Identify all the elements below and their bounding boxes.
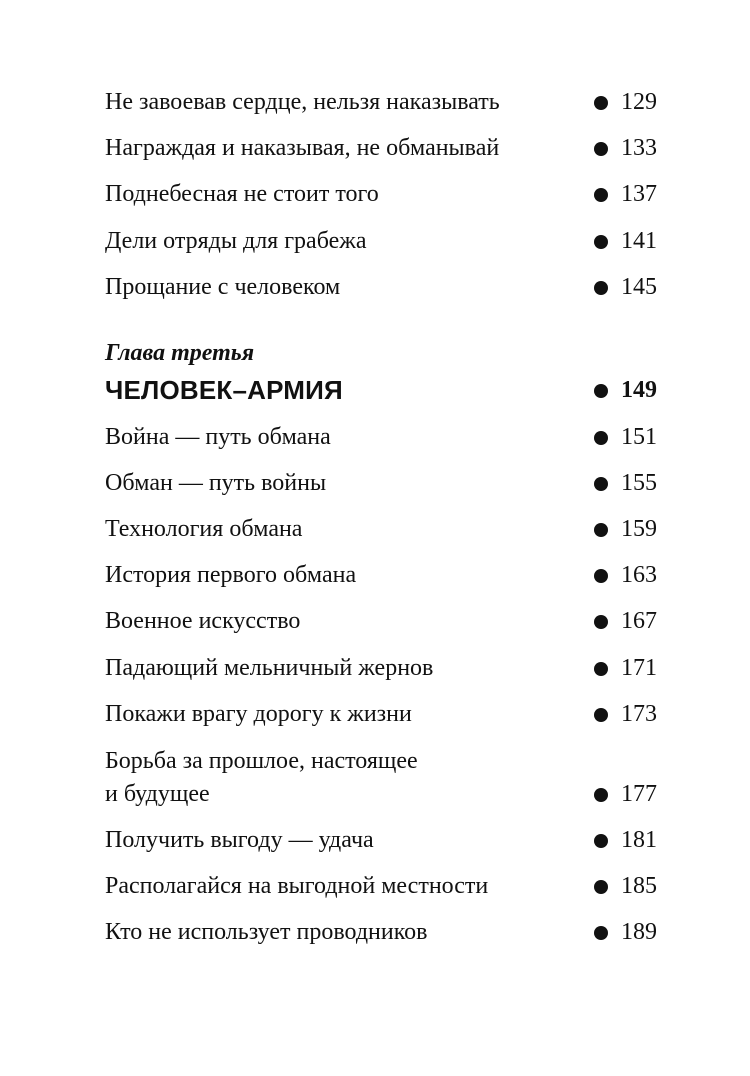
toc-entry-page: 185 — [621, 873, 657, 899]
toc-entry-page: 133 — [621, 135, 657, 161]
toc-entry-page: 129 — [621, 89, 657, 115]
toc-entry-title: Прощание с человеком — [105, 274, 341, 300]
toc-entry-page: 173 — [621, 701, 657, 727]
toc-entry-title: Падающий мельничный жернов — [105, 655, 434, 681]
bullet-icon — [594, 615, 608, 629]
toc-entry-title: Награждая и наказывая, не обманывай — [105, 135, 500, 161]
toc-entry-page: 155 — [621, 470, 657, 496]
bullet-icon — [594, 142, 608, 156]
bullet-icon — [594, 880, 608, 894]
bullet-icon — [594, 188, 608, 202]
toc-entry-page: 151 — [621, 424, 657, 450]
toc-entry-title: Обман — путь войны — [105, 470, 327, 496]
toc-entry-page: 189 — [621, 919, 657, 945]
toc-entry-page: 145 — [621, 274, 657, 300]
bullet-icon — [594, 523, 608, 537]
toc-entry-page: 177 — [621, 781, 657, 807]
bullet-icon — [594, 788, 608, 802]
chapter-title: ЧЕЛОВЕК–АРМИЯ — [105, 375, 343, 405]
bullet-icon — [594, 96, 608, 110]
toc-entry-title: Война — путь обмана — [105, 424, 331, 450]
toc-entry-title — [105, 745, 585, 811]
bullet-icon — [594, 431, 608, 445]
bullet-icon — [594, 235, 608, 249]
toc-entry-page: 181 — [621, 827, 657, 853]
toc-entry-page: 171 — [621, 655, 657, 681]
chapter-label: Глава третья — [105, 340, 255, 366]
toc-entry-title: История первого обмана — [105, 562, 357, 588]
chapter-page: 149 — [621, 377, 657, 403]
toc-entry-page: 167 — [621, 608, 657, 634]
bullet-icon — [594, 477, 608, 491]
toc-entry-title: Не завоевав сердце, нельзя наказывать — [105, 89, 500, 115]
bullet-icon — [594, 569, 608, 583]
toc-entry-page: 159 — [621, 516, 657, 542]
bullet-icon — [594, 834, 608, 848]
toc-entry-title: Кто не использует проводников — [105, 919, 428, 945]
toc-entry-title: Поднебесная не стоит того — [105, 181, 379, 207]
toc-entry-page: 163 — [621, 562, 657, 588]
bullet-icon — [594, 926, 608, 940]
toc-entry-title-line: и будущее — [105, 781, 210, 807]
toc-entry-page: 137 — [621, 181, 657, 207]
toc-entry-page: 141 — [621, 228, 657, 254]
toc-entry-title: Дели отряды для грабежа — [105, 228, 367, 254]
bullet-icon — [594, 662, 608, 676]
toc-entry-title: Технология обмана — [105, 516, 303, 542]
toc-entry-title: Военное искусство — [105, 608, 301, 634]
bullet-icon — [594, 384, 608, 398]
toc-entry-title: Располагайся на выгодной местности — [105, 873, 489, 899]
toc-entry-title-line: Борьба за прошлое, настоящее — [105, 748, 418, 774]
bullet-icon — [594, 281, 608, 295]
toc-entry-title: Покажи врагу дорогу к жизни — [105, 701, 412, 727]
bullet-icon — [594, 708, 608, 722]
toc-entry-title: Получить выгоду — удача — [105, 827, 374, 853]
